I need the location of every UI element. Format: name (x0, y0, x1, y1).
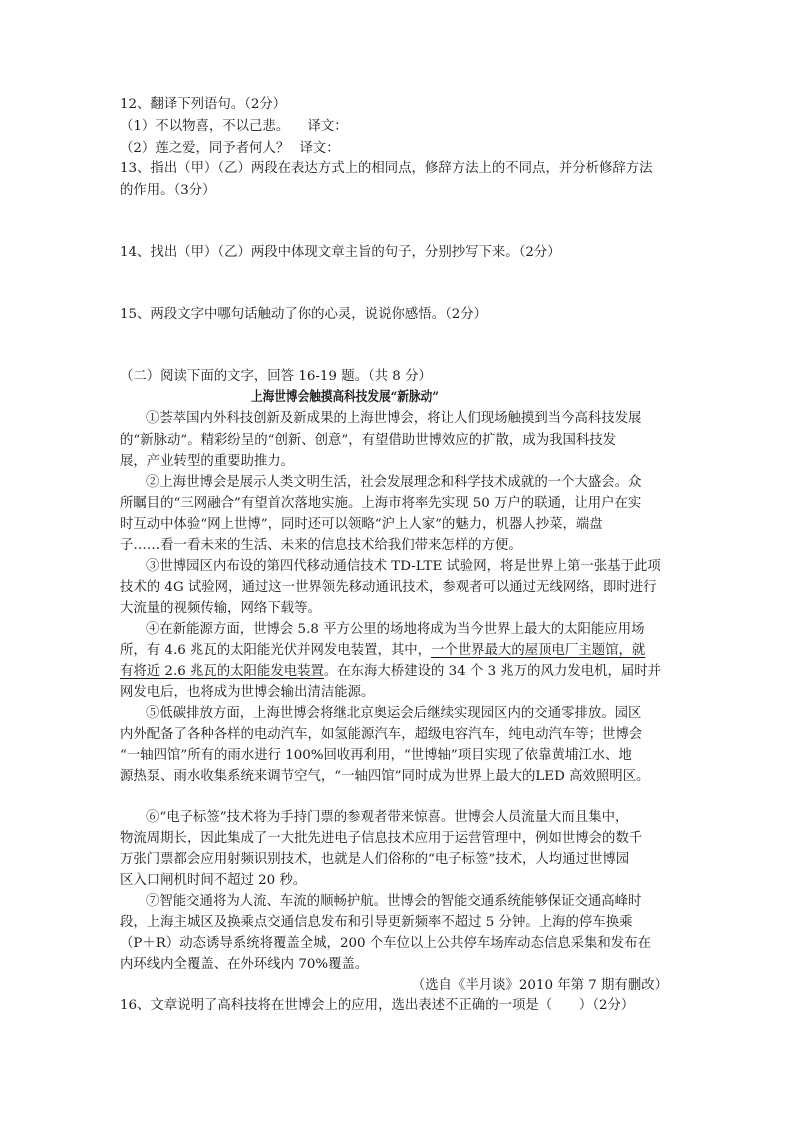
question-12: 12、翻译下列语句。（2分） (120, 97, 287, 112)
p5-line-1: ⑤低碳排放方面，上海世博会将继北京奥运会后继续实现园区内的交通零排放。园区 (146, 706, 642, 721)
question-12-2 (120, 140, 340, 158)
p5-line-2: 内外配备了各种各样的电动汽车，如氢能源汽车，超级电容汽车，纯电动汽车等；世博会 (120, 727, 643, 742)
p6-line-4: 区入口闸机时间不超过 20 秒。 (120, 873, 307, 888)
p5-line-4: 源热泵、雨水收集系统来调节空气，“一轴四馆”同时成为世界上最大的LED 高效照明区。 (120, 769, 650, 784)
q12-1-translation-label: 译文： (307, 119, 348, 134)
p6-line-2: 物流周期长，因此集成了一大批先进电子信息技术应用于运营管理中，例如世博会的数千 (120, 831, 643, 846)
p7-line-1: ⑦智能交通将为人流、车流的顺畅护航。世博会的智能交通系统能够保证交通高峰时 (146, 894, 642, 909)
question-15: 15、两段文字中哪句话触动了你的心灵，说说你感悟。（2分） (120, 307, 488, 322)
p6-line-3: 万张门票都会应用射频识别技术，也就是人们俗称的“电子标签”技术，人均通过世博园 (120, 852, 630, 867)
p6-line-1: ⑥“电子标签”技术将为手持门票的参观者带来惊喜。世博会人员流量大而且集中， (146, 810, 629, 825)
article-source: （选自《半月谈》2010 年第 7 期有删改） (411, 978, 668, 993)
p4-underlined-phrase-b: 有将近 2.6 兆瓦的太阳能发电装置 (120, 664, 324, 679)
section-2-intro: （二）阅读下面的文字，回答 16-19 题。（共 8 分） (120, 369, 432, 384)
question-13-line2: 的作用。（3分） (120, 183, 216, 198)
p4-line-2-text: 所，有 4.6 兆瓦的太阳能光伏并网发电装置，其中， (120, 643, 432, 658)
p4-line-2 (120, 642, 645, 660)
p2-line-4: 子……看一看未来的生活、未来的信息技术给我们带来怎样的方便。 (120, 538, 522, 553)
p2-line-2: 所瞩目的“三网融合”有望首次落地实施。上海市将率先实现 50 万户的联通，让用户在实 (120, 496, 642, 511)
article-title: 上海世博会触摸高科技发展“新脉动” (251, 389, 439, 405)
p1-line-1: ①荟萃国内外科技创新及新成果的上海世博会，将让人们现场触摸到当今高科技发展 (146, 411, 642, 426)
p4-underlined-phrase-a: 一个世界最大的屋顶电厂主题馆，就 (431, 643, 646, 658)
p3-line-2: 技术的 4G 试验网，通过这一世界领先移动通讯技术，参观者可以通过无线网络，即时进行 (120, 580, 657, 595)
q12-2-translation-label: 译文： (299, 141, 340, 156)
p7-line-4: 内环线内全覆盖、在外环线内 70%覆盖。 (120, 957, 369, 972)
p4-line-3 (120, 663, 661, 681)
p1-line-2: 的“新脉动”。精彩纷呈的“创新、创意”，有望借助世博效应的扩散，成为我国科技发 (120, 433, 617, 448)
p3-line-3: 大流量的视频传输，网络下载等。 (120, 601, 321, 616)
question-14: 14、找出（甲）（乙）两段中体现文章主旨的句子，分别抄写下来。（2分） (120, 245, 561, 260)
p4-line-1: ④在新能源方面，世博会 5.8 平方公里的场地将成为当今世界上最大的太阳能应用场 (146, 622, 645, 637)
p2-line-1: ②上海世博会是展示人类文明生活，社会发展理念和科学技术成就的一个大盛会。众 (146, 475, 642, 490)
q12-1-sentence: （1）不以物喜，不以己悲。 (120, 119, 290, 134)
p4-line-3-text: 。在东海大桥建设的 34 个 3 兆万的风力发电机，届时并 (323, 664, 662, 679)
question-13-line1: 13、指出（甲）（乙）两段在表达方式上的相同点，修辞方法上的不同点，并分析修辞方法 (120, 161, 653, 176)
question-12-1 (120, 118, 348, 136)
p2-line-3: 时互动中体验“网上世博”，同时还可以领略“沪上人家”的魅力，机器人抄菜，端盘 (120, 517, 603, 532)
question-16: 16、文章说明了高科技将在世博会上的应用，选出表述不正确的一项是（ ）（2分） (120, 998, 635, 1013)
p4-line-4: 网发电后，也将成为世博会输出清洁能源。 (120, 685, 375, 700)
q12-2-sentence: （2）莲之爱，同予者何人？ (120, 141, 290, 156)
p7-line-2: 段，上海主城区及换乘点交通信息发布和引导更新频率不超过 5 分钟。上海的停车换乘 (120, 915, 633, 930)
p1-line-3: 展，产业转型的重要助推力。 (120, 454, 295, 469)
p7-line-3: （P＋R）动态诱导系统将覆盖全城，200 个车位以上公共停车场库动态信息采集和发布在 (120, 936, 651, 951)
p3-line-1: ③世博园区内布设的第四代移动通信技术 TD-LTE 试验网，将是世界上第一张基于此项 (146, 559, 661, 574)
p5-line-3: “一轴四馆”所有的雨水进行 100%回收再利用，“世博轴”项目实现了依靠黄埔江水、地 (120, 748, 632, 763)
